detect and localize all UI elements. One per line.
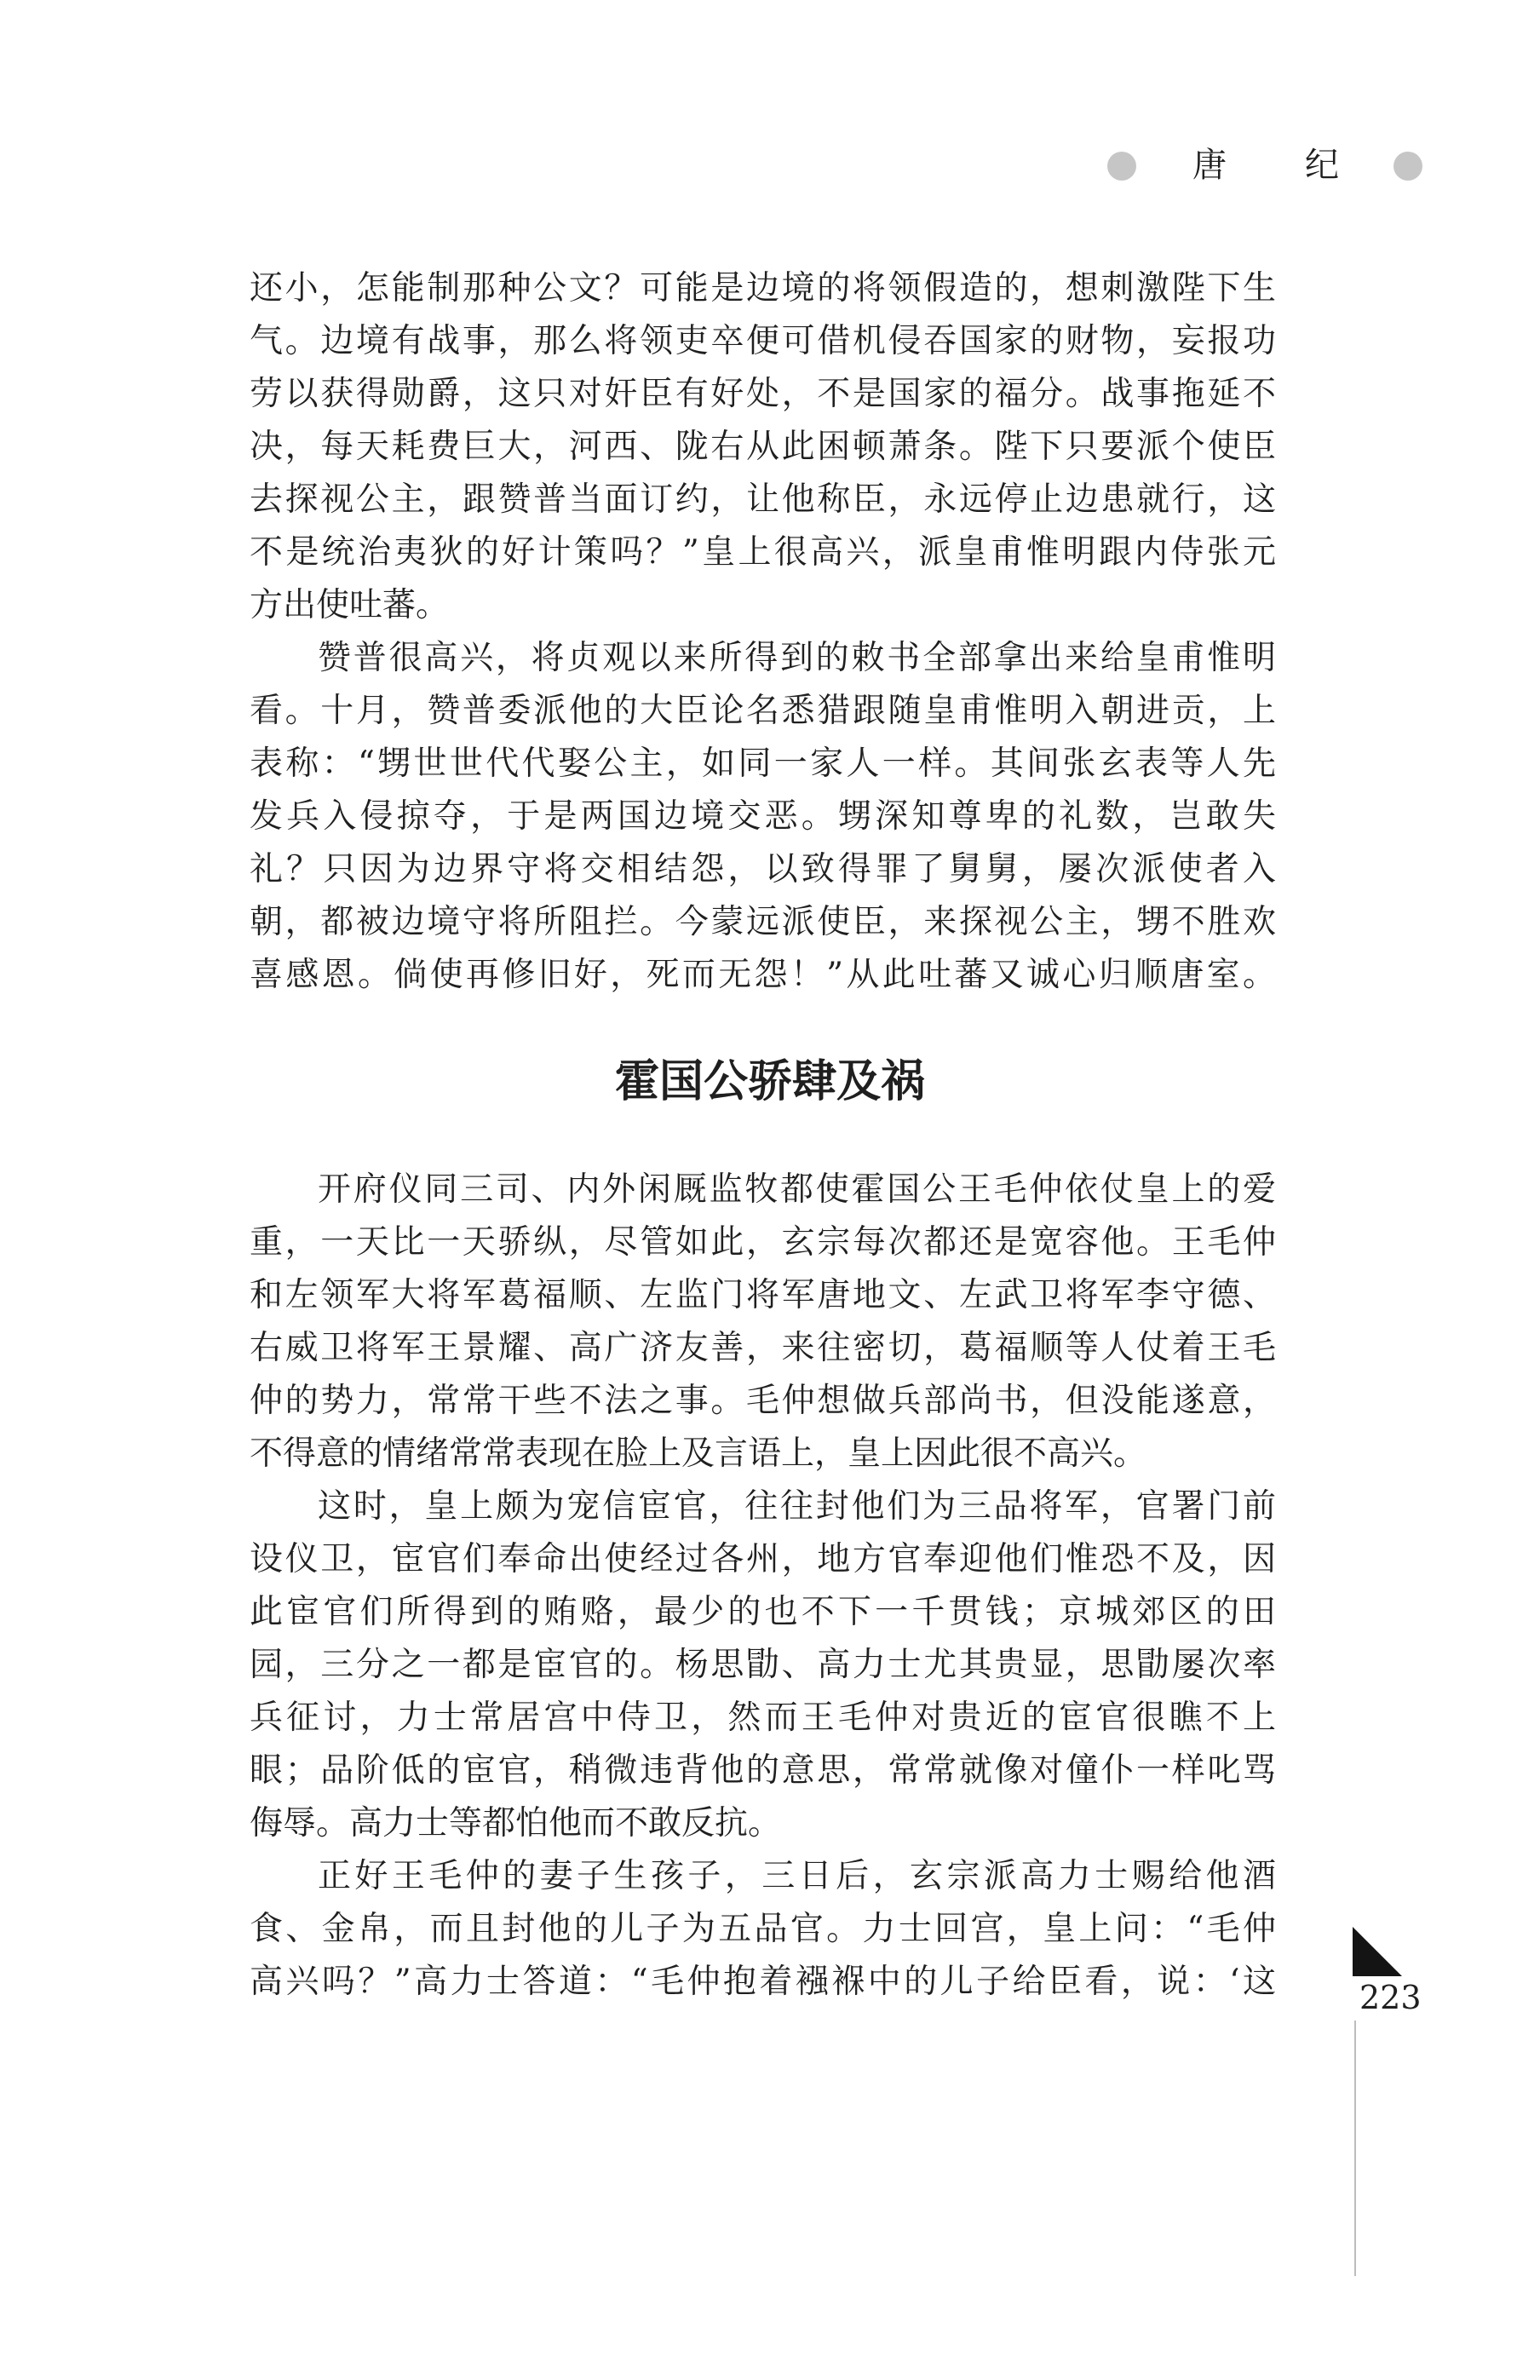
text-line: 仲的势力，常常干些不法之事。毛仲想做兵部尚书，但没能遂意， [250,1382,1276,1420]
text-line: 方出使吐蕃。 [250,586,450,624]
text-line: 礼？只因为边界守将交相结怨，以致得罪了舅舅，屡次派使者入 [250,850,1276,888]
text-line: 朝，都被边境守将所阻拦。今蒙远派使臣，来探视公主，甥不胜欢 [250,903,1276,941]
text-line: 正好王毛仲的妻子生孩子，三日后，玄宗派高力士赐给他酒 [318,1857,1276,1895]
text-line: 气。边境有战事，那么将领吏卒便可借机侵吞国家的财物，妄报功 [250,322,1276,360]
text-block-2 [250,1164,1276,2009]
text-line: 去探视公主，跟赞普当面订约，让他称臣，永远停止边患就行，这 [250,480,1276,519]
text-line: 园，三分之一都是宦官的。杨思勖、高力士尤其贵显，思勖屡次率 [250,1646,1276,1684]
page-corner-marker [1353,1927,1402,1976]
text-line: 不得意的情绪常常表现在脸上及言语上，皇上因此很不高兴。 [250,1434,1147,1473]
text-line: 决，每天耗费巨大，河西、陇右从此困顿萧条。陛下只要派个使臣 [250,428,1276,466]
text-line: 重，一天比一天骄纵，尽管如此，玄宗每次都还是宽容他。王毛仲 [250,1223,1276,1262]
header-dot-left [1107,152,1136,181]
text-line: 设仪卫，宦官们奉命出使经过各州，地方官奉迎他们惟恐不及，因 [250,1540,1276,1578]
page-number: 223 [1359,1979,1422,2016]
text-line: 高兴吗？”高力士答道：“毛仲抱着襁褓中的儿子给臣看，说：‘这 [250,1963,1276,2001]
text-line: 还小，怎能制那种公文？可能是边境的将领假造的，想刺激陛下生 [250,269,1276,308]
running-header [1107,147,1431,194]
text-line: 右威卫将军王景耀、高广济友善，来往密切，葛福顺等人仗着王毛 [250,1329,1276,1367]
text-line: 兵征讨，力士常居宫中侍卫，然而王毛仲对贵近的宦官很瞧不上 [250,1699,1276,1737]
text-block-1 [250,262,1276,1002]
header-char-ji: 纪 [1305,146,1339,185]
text-line: 劳以获得勋爵，这只对奸臣有好处，不是国家的福分。战事拖延不 [250,375,1276,413]
text-line: 眼；品阶低的宦官，稍微违背他的意思，常常就像对僮仆一样叱骂 [250,1751,1276,1790]
text-line: 看。十月，赞普委派他的大臣论名悉猎跟随皇甫惟明入朝进贡，上 [250,692,1276,730]
text-line: 此宦官们所得到的贿赂，最少的也不下一千贯钱；京城郊区的田 [250,1593,1276,1631]
text-line: 赞普很高兴，将贞观以来所得到的敕书全部拿出来给皇甫惟明 [318,639,1276,677]
text-line: 侮辱。高力士等都怕他而不敢反抗。 [250,1804,782,1842]
text-line: 发兵入侵掠夺，于是两国边境交恶。甥深知尊卑的礼数，岂敢失 [250,797,1276,836]
section-title: 霍国公骄肆及祸 [614,1056,925,1107]
header-dot-right [1393,152,1422,181]
text-line: 开府仪同三司、内外闲厩监牧都使霍国公王毛仲依仗皇上的爱 [318,1170,1276,1209]
text-line: 这时，皇上颇为宠信宦官，往往封他们为三品将军，官署门前 [318,1487,1276,1526]
text-line: 和左领军大将军葛福顺、左监门将军唐地文、左武卫将军李守德、 [250,1276,1276,1314]
text-line: 不是统治夷狄的好计策吗？”皇上很高兴，派皇甫惟明跟内侍张元 [250,533,1276,572]
margin-rule [1354,2021,1356,2276]
text-line: 喜感恩。倘使再修旧好，死而无怨！”从此吐蕃又诚心归顺唐室。 [250,956,1276,994]
text-line: 食、金帛，而且封他的儿子为五品官。力士回宫，皇上问：“毛仲 [250,1910,1276,1948]
text-line: 表称：“甥世世代代娶公主，如同一家人一样。其间张玄表等人先 [250,744,1276,783]
header-char-tang: 唐 [1192,146,1227,185]
